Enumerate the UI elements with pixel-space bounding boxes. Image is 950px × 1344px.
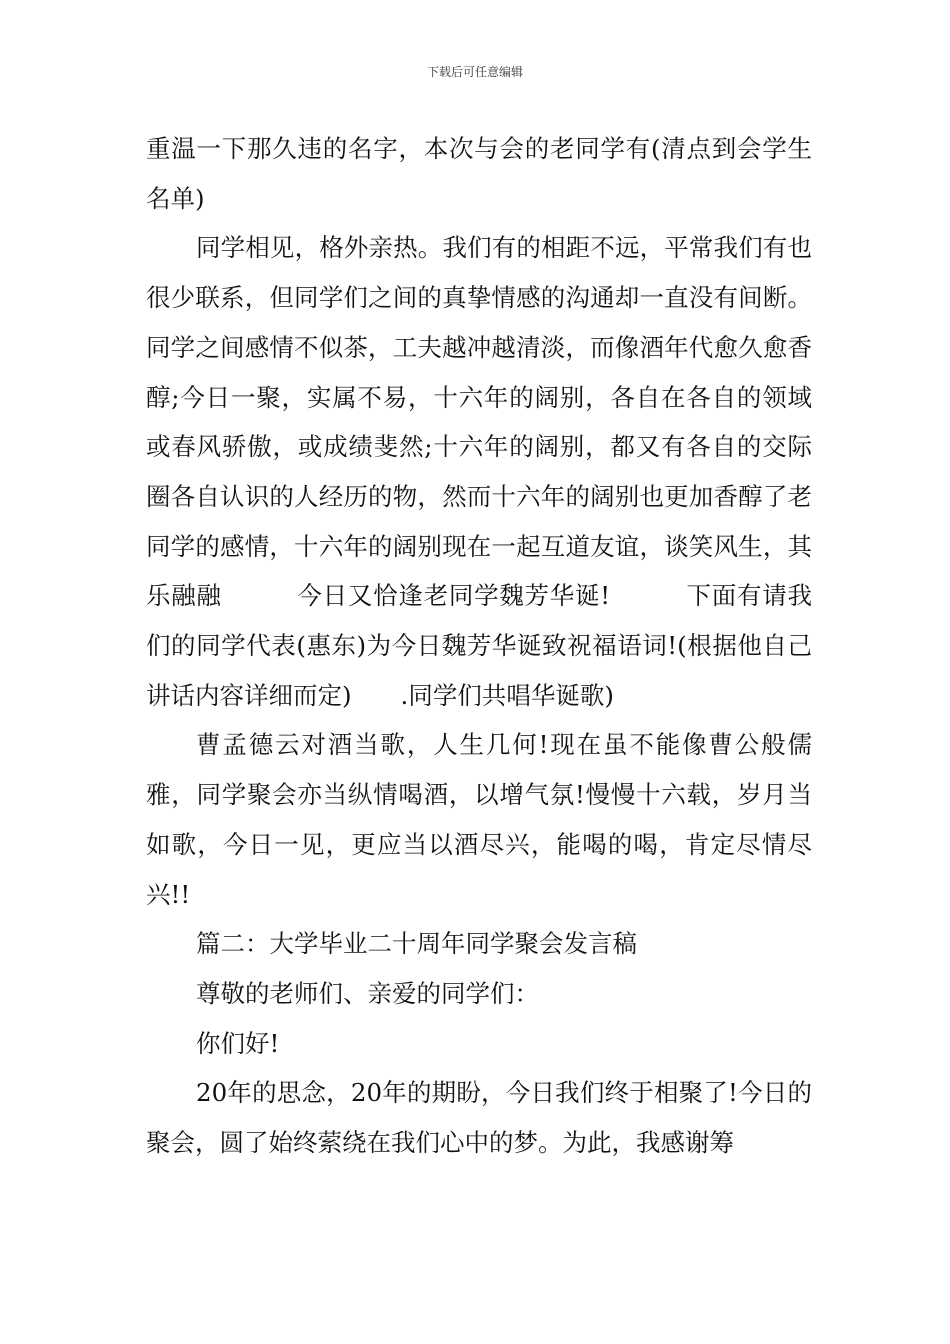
page-header: 下载后可任意编辑 (426, 65, 523, 79)
paragraph: 曹孟德云对酒当歌，人生几何!现在虽不能像曹公般儒雅，同学聚会亦当纵情喝酒，以增气氛!慢慢十六载，岁月当如歌，今日一见，更应当以酒尽兴，能喝的喝，肯定尽情尽兴!! (146, 730, 812, 909)
document-body (146, 124, 812, 1168)
paragraph: 20年的思念，20年的期盼，今日我们终于相聚了!今日的聚会，圆了始终萦绕在我们心中的梦。为此，我感谢筹 (146, 1078, 812, 1158)
paragraph: 重温一下那久违的名字，本次与会的老同学有(清点到会学生名单) (146, 134, 812, 213)
paragraph: 同学相见，格外亲热。我们有的相距不远，平常我们有也很少联系，但同学们之间的真挚情感的沟通却一直没有间断。同学之间感情不似茶，工夫越冲越清淡，而像酒年代愈久愈香醇;今日一聚，实属不易，十六年的阔别，各自在各自的领域或春风骄傲，或成绩斐然;十六年的阔别，都又有各自的交际圈各自认识的人经历的物，然而十六年的阔别也更加香醇了老同学的感情，十六年的阔别现在一起互道友谊，谈笑风生，其乐融融 今日又恰逢老同学魏芳华诞! 下面有请我们的同学代表(惠东)为今日魏芳华诞致祝福语词!(根据他自己讲话内容详细而定) .同学们共唱华诞歌) (146, 233, 812, 710)
greeting: 你们好! (196, 1028, 280, 1058)
salutation: 尊敬的老师们、亲爱的同学们： (196, 978, 539, 1008)
section-heading: 篇二：大学毕业二十周年同学聚会发言稿 (196, 929, 637, 959)
